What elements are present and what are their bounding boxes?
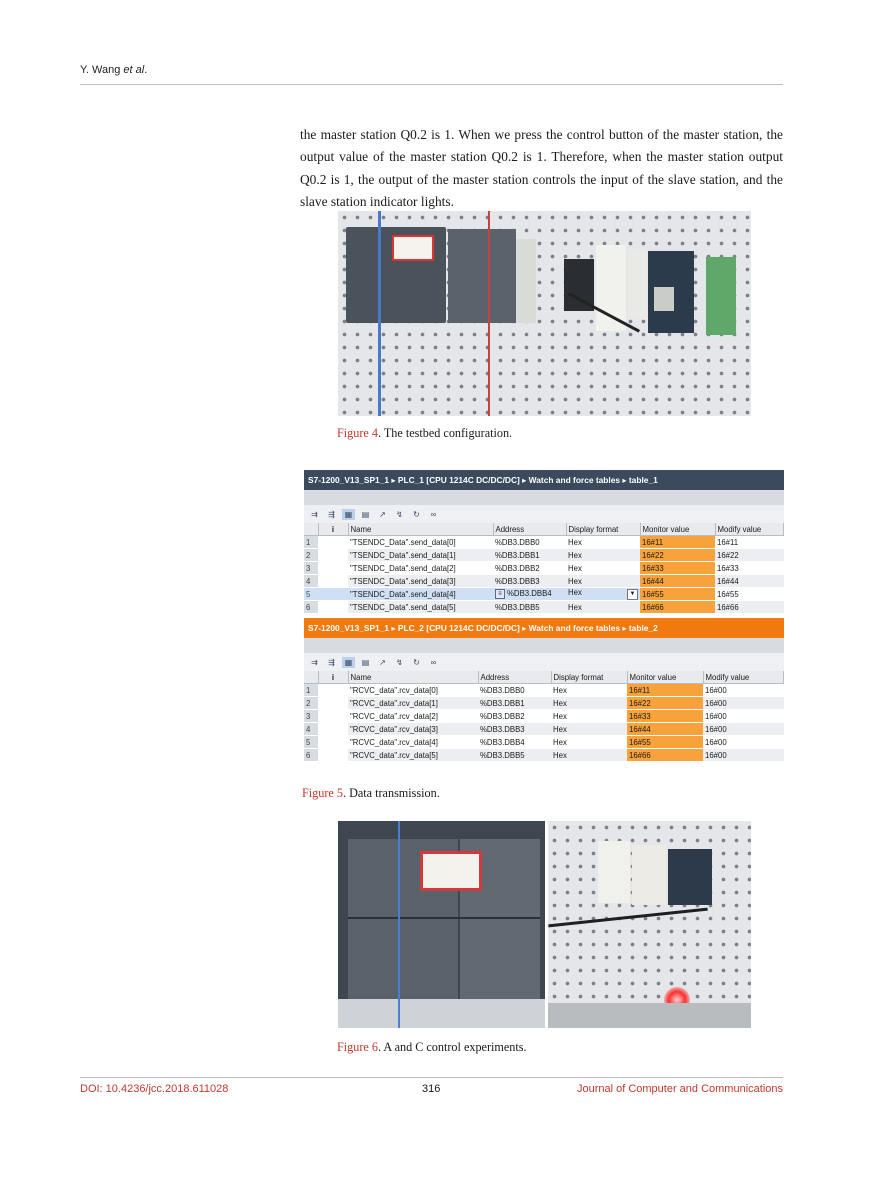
- row-monitor: 16#11: [627, 684, 703, 697]
- row-index: 4: [304, 723, 318, 736]
- watch-table-1: [304, 470, 784, 614]
- row-modify[interactable]: 16#66: [715, 601, 784, 614]
- figure6-text: . A and C control experiments.: [377, 1040, 527, 1054]
- row-monitor: 16#44: [627, 723, 703, 736]
- row-format: Hex: [551, 684, 627, 697]
- row-modify[interactable]: 16#00: [703, 749, 784, 762]
- row-format: Hex: [551, 736, 627, 749]
- force-icon[interactable]: ↗: [379, 509, 386, 519]
- glasses-icon[interactable]: ∞: [430, 657, 437, 667]
- wire-red: [488, 211, 490, 416]
- header-period: .: [144, 64, 148, 76]
- row-address: %DB3.DBB0: [493, 536, 566, 549]
- table-row[interactable]: [304, 723, 784, 736]
- row-monitor: 16#11: [640, 536, 715, 549]
- row-format: Hex: [551, 723, 627, 736]
- table-row[interactable]: [304, 575, 784, 588]
- table-row[interactable]: [304, 710, 784, 723]
- col-monitor-value: Monitor value: [627, 671, 703, 684]
- table2-header: [304, 671, 784, 684]
- col-monitor-value: Monitor value: [640, 523, 715, 536]
- footer-page-number: 316: [422, 1083, 441, 1095]
- figure6-photo-a: [338, 821, 545, 1028]
- trigger-icon[interactable]: ↯: [396, 657, 403, 667]
- power-supply-2: [632, 845, 666, 905]
- figure5-text: . Data transmission.: [342, 786, 440, 800]
- footer-journal: Journal of Computer and Communications: [576, 1083, 783, 1095]
- plc-seam: [348, 917, 540, 919]
- row-format: Hex: [566, 575, 640, 588]
- table2-title: S7-1200_V13_SP1_1 ▸ PLC_2 [CPU 1214C DC/DC/DC] ▸ Watch and force tables ▸ table_2: [304, 618, 784, 638]
- row-modify[interactable]: 16#55: [715, 588, 784, 601]
- watch-table-2: [304, 618, 784, 762]
- col-name: Name: [348, 671, 478, 684]
- row-name: "TSENDC_Data".send_data[1]: [348, 549, 493, 562]
- row-address: %DB3.DBB1: [478, 697, 551, 710]
- table1-title: S7-1200_V13_SP1_1 ▸ PLC_1 [CPU 1214C DC/DC/DC] ▸ Watch and force tables ▸ table_1: [304, 470, 784, 490]
- rail: [548, 1003, 751, 1028]
- row-monitor: 16#33: [627, 710, 703, 723]
- row-name: "RCVC_data".rcv_data[0]: [348, 684, 478, 697]
- row-format[interactable]: Hex ▼: [566, 588, 640, 601]
- row-index: 1: [304, 536, 318, 549]
- table-row[interactable]: [304, 549, 784, 562]
- row-address: %DB3.DBB2: [493, 562, 566, 575]
- body-paragraph: the master station Q0.2 is 1. When we press the control button of the master station, the output value of the master station Q0.2 is 1. Therefore, when the master station output Q0.2 is 1, the output of the master station controls the input of the slave station, and the slave station indicator lights.: [300, 127, 783, 210]
- refresh-icon[interactable]: ↻: [413, 509, 420, 519]
- table-row[interactable]: [304, 736, 784, 749]
- row-format: Hex: [566, 601, 640, 614]
- glasses-icon[interactable]: ∞: [430, 509, 437, 519]
- row-index: 6: [304, 749, 318, 762]
- figure4-text: . The testbed configuration.: [377, 426, 513, 440]
- table1-toolbar: [304, 505, 784, 523]
- row-address: %DB3.DBB1: [493, 549, 566, 562]
- col-address: Address: [478, 671, 551, 684]
- row-format: Hex: [566, 562, 640, 575]
- row-address: %DB3.DBB2: [478, 710, 551, 723]
- row-format: Hex: [551, 697, 627, 710]
- plc-module-right: [448, 229, 516, 323]
- col-index: [304, 671, 318, 684]
- row-index: 3: [304, 562, 318, 575]
- wire-blue: [378, 211, 381, 416]
- table2-gap: [304, 638, 784, 653]
- col-address: Address: [493, 523, 566, 536]
- col-modify-value: Modify value: [703, 671, 784, 684]
- refresh-icon[interactable]: ↻: [413, 657, 420, 667]
- table1-grid: [304, 523, 784, 614]
- footer-rule: [80, 1077, 783, 1078]
- row-address: %DB3.DBB0: [478, 684, 551, 697]
- row-name: "RCVC_data".rcv_data[2]: [348, 710, 478, 723]
- header-rule: [80, 84, 783, 85]
- row-index: 2: [304, 549, 318, 562]
- address-icon[interactable]: ≡: [495, 589, 505, 599]
- plc-label: [392, 235, 434, 261]
- row-address: %DB3.DBB5: [478, 749, 551, 762]
- row-name: "TSENDC_Data".send_data[5]: [348, 601, 493, 614]
- figure4-label: Figure 4: [337, 426, 378, 440]
- running-header: [80, 64, 147, 76]
- table-row-selected[interactable]: [304, 588, 784, 601]
- row-name: "RCVC_data".rcv_data[3]: [348, 723, 478, 736]
- row-name: "RCVC_data".rcv_data[4]: [348, 736, 478, 749]
- row-index: 3: [304, 710, 318, 723]
- row-monitor: 16#22: [627, 697, 703, 710]
- row-index: 1: [304, 684, 318, 697]
- row-modify[interactable]: 16#44: [715, 575, 784, 588]
- cable-black: [548, 908, 707, 928]
- row-address: %DB3.DBB5: [493, 601, 566, 614]
- table-row[interactable]: [304, 697, 784, 710]
- row-modify[interactable]: 16#00: [703, 697, 784, 710]
- insert-row-icon[interactable]: ⇉: [311, 509, 318, 519]
- row-index: 6: [304, 601, 318, 614]
- row-address: ≡ %DB3.DBB4: [493, 588, 566, 601]
- figure4-photo: [338, 211, 751, 416]
- modify-icon[interactable]: ▤: [361, 509, 370, 519]
- chevron-down-icon[interactable]: ▼: [627, 589, 638, 600]
- row-name: "RCVC_data".rcv_data[1]: [348, 697, 478, 710]
- row-modify[interactable]: 16#00: [703, 684, 784, 697]
- add-row-icon[interactable]: ⇶: [328, 657, 335, 667]
- green-module: [706, 257, 736, 335]
- col-info: i: [318, 671, 348, 684]
- col-index: [304, 523, 318, 536]
- row-monitor: 16#44: [640, 575, 715, 588]
- row-name: "TSENDC_Data".send_data[2]: [348, 562, 493, 575]
- insert-row-icon[interactable]: ⇉: [311, 657, 318, 667]
- power-supply-3: [628, 249, 646, 319]
- row-index: 5: [304, 736, 318, 749]
- col-info: i: [318, 523, 348, 536]
- row-format: Hex: [551, 749, 627, 762]
- power-supply: [598, 841, 630, 903]
- table-row[interactable]: [304, 749, 784, 762]
- row-modify[interactable]: 16#33: [715, 562, 784, 575]
- row-address: %DB3.DBB4: [478, 736, 551, 749]
- header-author-suffix: et al: [123, 64, 145, 76]
- figure5-caption: [302, 786, 440, 801]
- table-row[interactable]: [304, 601, 784, 614]
- figure5-label: Figure 5: [302, 786, 343, 800]
- row-monitor: 16#55: [627, 736, 703, 749]
- table-row[interactable]: [304, 536, 784, 549]
- row-address: %DB3.DBB3: [478, 723, 551, 736]
- col-display-format: Display format: [551, 671, 627, 684]
- table1-header: [304, 523, 784, 536]
- row-name: "TSENDC_Data".send_data[3]: [348, 575, 493, 588]
- row-format: Hex: [566, 549, 640, 562]
- row-modify[interactable]: 16#00: [703, 723, 784, 736]
- logo-module: [668, 849, 712, 905]
- logo-display: [654, 287, 674, 311]
- plc-handwritten-label: [420, 851, 482, 891]
- monitor-icon[interactable]: ▦: [342, 657, 355, 668]
- table-row[interactable]: [304, 562, 784, 575]
- row-modify[interactable]: 16#00: [703, 710, 784, 723]
- row-index: 2: [304, 697, 318, 710]
- figure4-caption: [337, 426, 512, 441]
- row-format: Hex: [551, 710, 627, 723]
- row-monitor: 16#22: [640, 549, 715, 562]
- row-index: 5: [304, 588, 318, 601]
- row-name: "RCVC_data".rcv_data[5]: [348, 749, 478, 762]
- wire-blue: [398, 821, 400, 1028]
- col-display-format: Display format: [566, 523, 640, 536]
- row-monitor: 16#55: [640, 588, 715, 601]
- table2-toolbar: [304, 653, 784, 671]
- row-monitor: 16#66: [627, 749, 703, 762]
- table2-grid: [304, 671, 784, 762]
- modify-icon[interactable]: ▤: [361, 657, 370, 667]
- figure6-photo-c: [548, 821, 751, 1028]
- row-monitor: 16#33: [640, 562, 715, 575]
- add-row-icon[interactable]: ⇶: [328, 509, 335, 519]
- table-row[interactable]: [304, 684, 784, 697]
- row-address: %DB3.DBB3: [493, 575, 566, 588]
- row-modify[interactable]: 16#00: [703, 736, 784, 749]
- figure6-caption: [337, 1040, 527, 1055]
- row-format: Hex: [566, 536, 640, 549]
- footer-doi[interactable]: DOI: 10.4236/jcc.2018.611028: [80, 1083, 229, 1095]
- monitor-icon[interactable]: ▦: [342, 509, 355, 520]
- force-icon[interactable]: ↗: [379, 657, 386, 667]
- col-modify-value: Modify value: [715, 523, 784, 536]
- row-monitor: 16#66: [640, 601, 715, 614]
- row-modify[interactable]: 16#11: [715, 536, 784, 549]
- row-name: "TSENDC_Data".send_data[0]: [348, 536, 493, 549]
- row-index: 4: [304, 575, 318, 588]
- header-author: Y. Wang: [80, 64, 124, 76]
- figure6-label: Figure 6: [337, 1040, 378, 1054]
- table1-gap: [304, 490, 784, 505]
- power-supply-1: [516, 239, 536, 323]
- rail: [338, 999, 545, 1028]
- col-name: Name: [348, 523, 493, 536]
- row-modify[interactable]: 16#22: [715, 549, 784, 562]
- row-name: "TSENDC_Data".send_data[4]: [348, 588, 493, 601]
- trigger-icon[interactable]: ↯: [396, 509, 403, 519]
